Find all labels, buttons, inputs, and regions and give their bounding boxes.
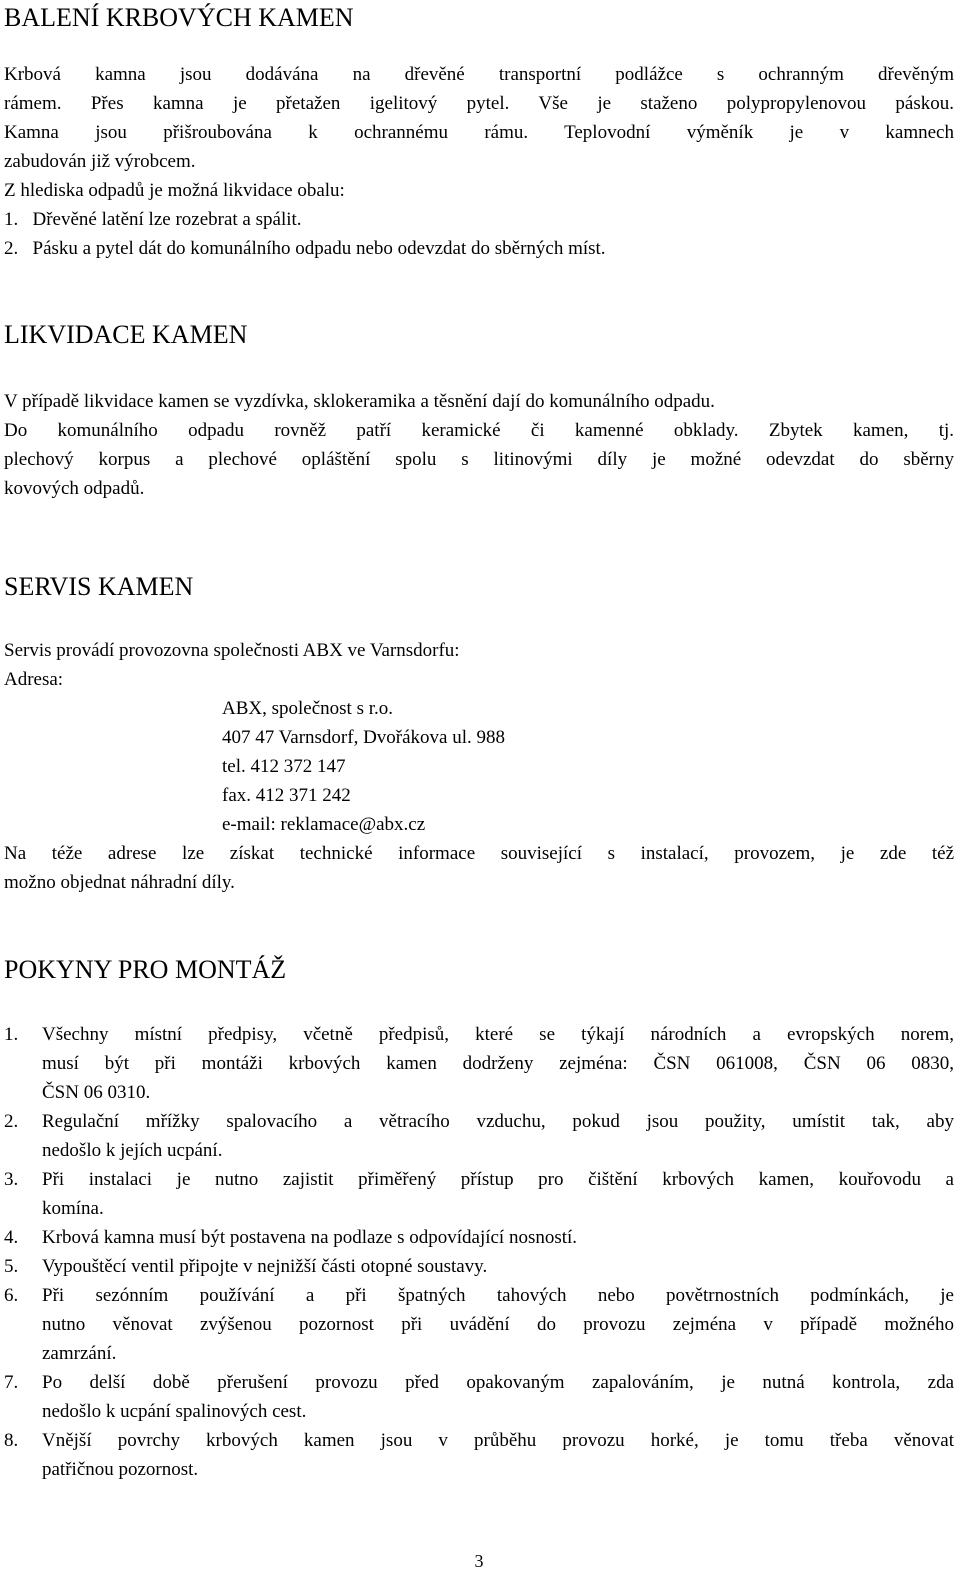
list-item: [4, 1165, 954, 1223]
section-heading-disposal: LIKVIDACE KAMEN: [4, 320, 248, 349]
address-block: [4, 694, 954, 839]
list-item: [4, 1223, 954, 1252]
address-fax: fax. 412 371 242: [222, 785, 351, 806]
list-text: Dřevěné latění lze rozebrat a spálit.: [32, 209, 302, 230]
list-item: [4, 234, 954, 263]
list-item: [4, 205, 954, 234]
list-line: Krbová kamna musí být postavena na podlaze s odpovídající nosností.: [42, 1227, 578, 1248]
installation-items: [4, 1020, 954, 1484]
page-number: 3: [474, 1551, 484, 1571]
service-intro: Servis provádí provozovna společnosti ABX ve Varnsdorfu:: [4, 640, 460, 661]
list-number: 1.: [4, 1024, 19, 1045]
paragraph-line: Kamna jsou přišroubována k ochrannému rámu. Teplovodní výměník je v kamnech: [4, 122, 954, 143]
list-line: Regulační mřížky spalovacího a větracího vzduchu, pokud jsou použity, umístit tak, aby: [42, 1111, 954, 1132]
disposal-paragraph: [4, 387, 954, 503]
list-item: [4, 1252, 954, 1281]
section-heading-packaging: BALENÍ KRBOVÝCH KAMEN: [4, 3, 354, 32]
list-line: nedošlo k jejích ucpání.: [42, 1140, 223, 1161]
list-number: 7.: [4, 1372, 19, 1393]
list-line: ČSN 06 0310.: [42, 1082, 151, 1103]
list-number: 6.: [4, 1285, 19, 1306]
list-line: Všechny místní předpisy, včetně předpisů, které se týkají národních a evropských norem,: [42, 1024, 954, 1045]
address-label: Adresa:: [4, 669, 64, 690]
address-company: ABX, společnost s r.o.: [222, 698, 393, 719]
list-line: nutno věnovat zvýšenou pozornost při uvádění do provozu zejména v případě možného: [42, 1314, 954, 1335]
service-paragraph: [4, 636, 954, 897]
installation-list: [4, 1020, 954, 1484]
list-number: 5.: [4, 1256, 19, 1277]
list-item: [4, 1426, 954, 1484]
list-line: Při sezónním používání a při špatných tahových nebo povětrnostních podmínkách, je: [42, 1285, 954, 1306]
paragraph-line: Na téže adrese lze získat technické informace související s instalací, provozem, je zde též: [4, 843, 954, 864]
packaging-paragraph: [4, 60, 954, 263]
section-heading-installation: POKYNY PRO MONTÁŽ: [4, 955, 287, 984]
paragraph-line: možno objednat náhradní díly.: [4, 872, 235, 893]
list-number: 2.: [4, 1111, 19, 1132]
list-number: 4.: [4, 1227, 19, 1248]
paragraph-line: zabudován již výrobcem.: [4, 151, 196, 172]
paragraph-line: Do komunálního odpadu rovněž patří keramické či kamenné obklady. Zbytek kamen, tj.: [4, 420, 954, 441]
address-email: e-mail: reklamace@abx.cz: [222, 814, 426, 835]
list-line: nedošlo k ucpání spalinových cest.: [42, 1401, 307, 1422]
list-line: musí být při montáži krbových kamen dodrženy zejména: ČSN 061008, ČSN 06 0830,: [42, 1053, 954, 1074]
list-line: komína.: [42, 1198, 104, 1219]
list-number: 3.: [4, 1169, 19, 1190]
list-line: Při instalaci je nutno zajistit přiměřený přístup pro čištění krbových kamen, kouřovodu a: [42, 1169, 954, 1190]
list-number: 8.: [4, 1430, 19, 1451]
address-phone: tel. 412 372 147: [222, 756, 346, 777]
list-line: zamrzání.: [42, 1343, 117, 1364]
paragraph-line: kovových odpadů.: [4, 478, 145, 499]
list-number: 1.: [4, 209, 19, 230]
list-item: [4, 1020, 954, 1107]
list-number: 2.: [4, 238, 19, 259]
list-item: [4, 1281, 954, 1368]
address-street: 407 47 Varnsdorf, Dvořákova ul. 988: [222, 727, 506, 748]
list-line: Po delší době přerušení provozu před opakovaným zapalováním, je nutná kontrola, zda: [42, 1372, 954, 1393]
paragraph-line: plechový korpus a plechové opláštění spolu s litinovými díly je možné odevzdat do sběrny: [4, 449, 954, 470]
list-item: [4, 1368, 954, 1426]
list-text: Pásku a pytel dát do komunálního odpadu nebo odevzdat do sběrných míst.: [32, 238, 606, 259]
list-line: patřičnou pozornost.: [42, 1459, 199, 1480]
disposal-intro: Z hlediska odpadů je možná likvidace obalu:: [4, 180, 345, 201]
list-item: [4, 1107, 954, 1165]
list-line: Vnější povrchy krbových kamen jsou v průběhu provozu horké, je tomu třeba věnovat: [42, 1430, 954, 1451]
paragraph-line: rámem. Přes kamna je přetažen igelitový pytel. Vše je staženo polypropylenovou páskou.: [4, 93, 954, 114]
list-line: Vypouštěcí ventil připojte v nejnižší části otopné soustavy.: [42, 1256, 488, 1277]
section-heading-service: SERVIS KAMEN: [4, 572, 194, 601]
paragraph-line: Krbová kamna jsou dodávána na dřevěné transportní podlážce s ochranným dřevěným: [4, 64, 954, 85]
paragraph-line: V případě likvidace kamen se vyzdívka, sklokeramika a těsnění dají do komunálního odpadu.: [4, 391, 715, 412]
